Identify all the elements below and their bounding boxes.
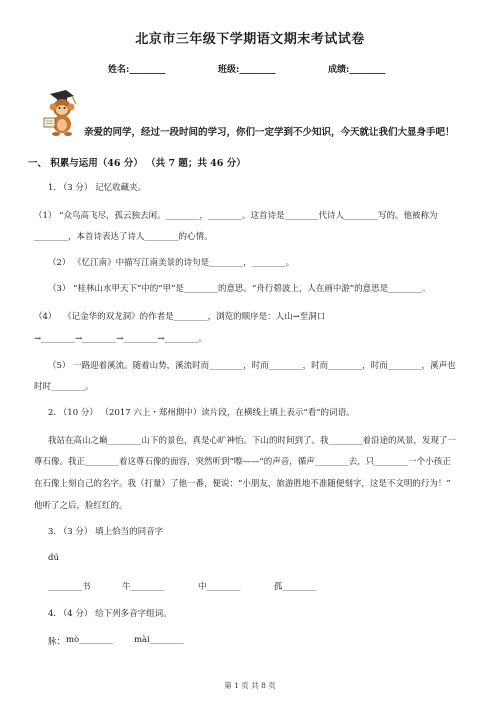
polyphone-item: mò________ xyxy=(66,635,114,645)
question-1-item-4-cont: →________→________→________→________。 xyxy=(34,334,207,344)
question-2-header: 2. （10 分） （2017 六上・郑州期中）读片段，在横线上填上表示“看”的词语。 xyxy=(48,408,355,418)
question-2-passage-line: 尊石像。我正________着这尊石像的面容，突然听到“嚓——”的声音，循声________去，只________一个小孩正 xyxy=(34,457,451,467)
polyphone-char: 脉： xyxy=(48,637,66,647)
question-1-item-2: （2） 《忆江南》中描写江南美景的诗句是________，________。 xyxy=(48,258,295,268)
page-title: 北京市三年级下学期语文期末考试试卷 xyxy=(135,32,365,47)
question-2-passage-line: 他听了之后，脸红红的。 xyxy=(34,501,128,511)
fill-blank-item: 孤________ xyxy=(274,582,317,592)
question-1-item-4: （4） 《记金华的双龙洞》的作者是________，浏览的顺序是：人山→至洞口 xyxy=(34,312,326,322)
section-heading: 一、 积累与运用（46 分） （共 7 题；共 46 分） xyxy=(28,158,246,169)
polyphone-item: mài________ xyxy=(134,635,184,645)
question-1-item-1: （1） “众鸟高飞尽，孤云独去闲。________，________。这首诗是________代诗人________写的。他被称为 xyxy=(34,211,438,221)
question-3-header: 3. （3 分） 填上恰当的同音字 xyxy=(48,527,164,537)
question-1-item-5-cont: 时时________。 xyxy=(34,382,94,392)
monkey-mascot-icon xyxy=(36,88,82,136)
question-1-header: 1. （3 分） 记忆收藏夹。 xyxy=(48,183,147,193)
class-field-label: 班级:________ xyxy=(218,65,276,75)
question-1-item-1-cont: ________，本首诗表达了诗人________的心情。 xyxy=(34,232,213,242)
pinyin-label: dú xyxy=(48,553,59,563)
question-2-passage-line: 我站在高山之巅________山下的景色，真是心旷神怡。下山的时间到了。我________着沿途的风景，发现了一 xyxy=(48,436,457,446)
greeting-text: 亲爱的同学，经过一段时间的学习，你们一定学到不少知识，今天就让我们大显身手吧！ xyxy=(84,127,455,138)
page-number: 第 1 页 共 8 页 xyxy=(224,681,276,690)
score-field-label: 成绩:________ xyxy=(328,65,386,75)
question-1-item-3: （3） “桂林山水甲天下”中的“甲”是________的意思。“舟行碧波上，人在画中游”的意思是________。 xyxy=(48,284,431,294)
question-1-item-5: （5） 一路迎着溪流。随着山势，溪流时而________，时而________，时而________，时而________，溪声也 xyxy=(48,361,456,371)
name-field-label: 姓名:________ xyxy=(108,65,166,75)
question-4-header: 4. （4 分） 给下列多音字组词。 xyxy=(48,609,172,619)
fill-blank-item: 中________ xyxy=(198,582,241,592)
question-2-passage-line: 在石像上刻自己的名字。我（打量）了他一番，便说：“小朋友，旅游胜地不准随便刻字，这是不文明的行为！” xyxy=(34,479,451,489)
fill-blank-item: 牛________ xyxy=(122,582,165,592)
fill-blank-item: ________书 xyxy=(48,582,91,592)
